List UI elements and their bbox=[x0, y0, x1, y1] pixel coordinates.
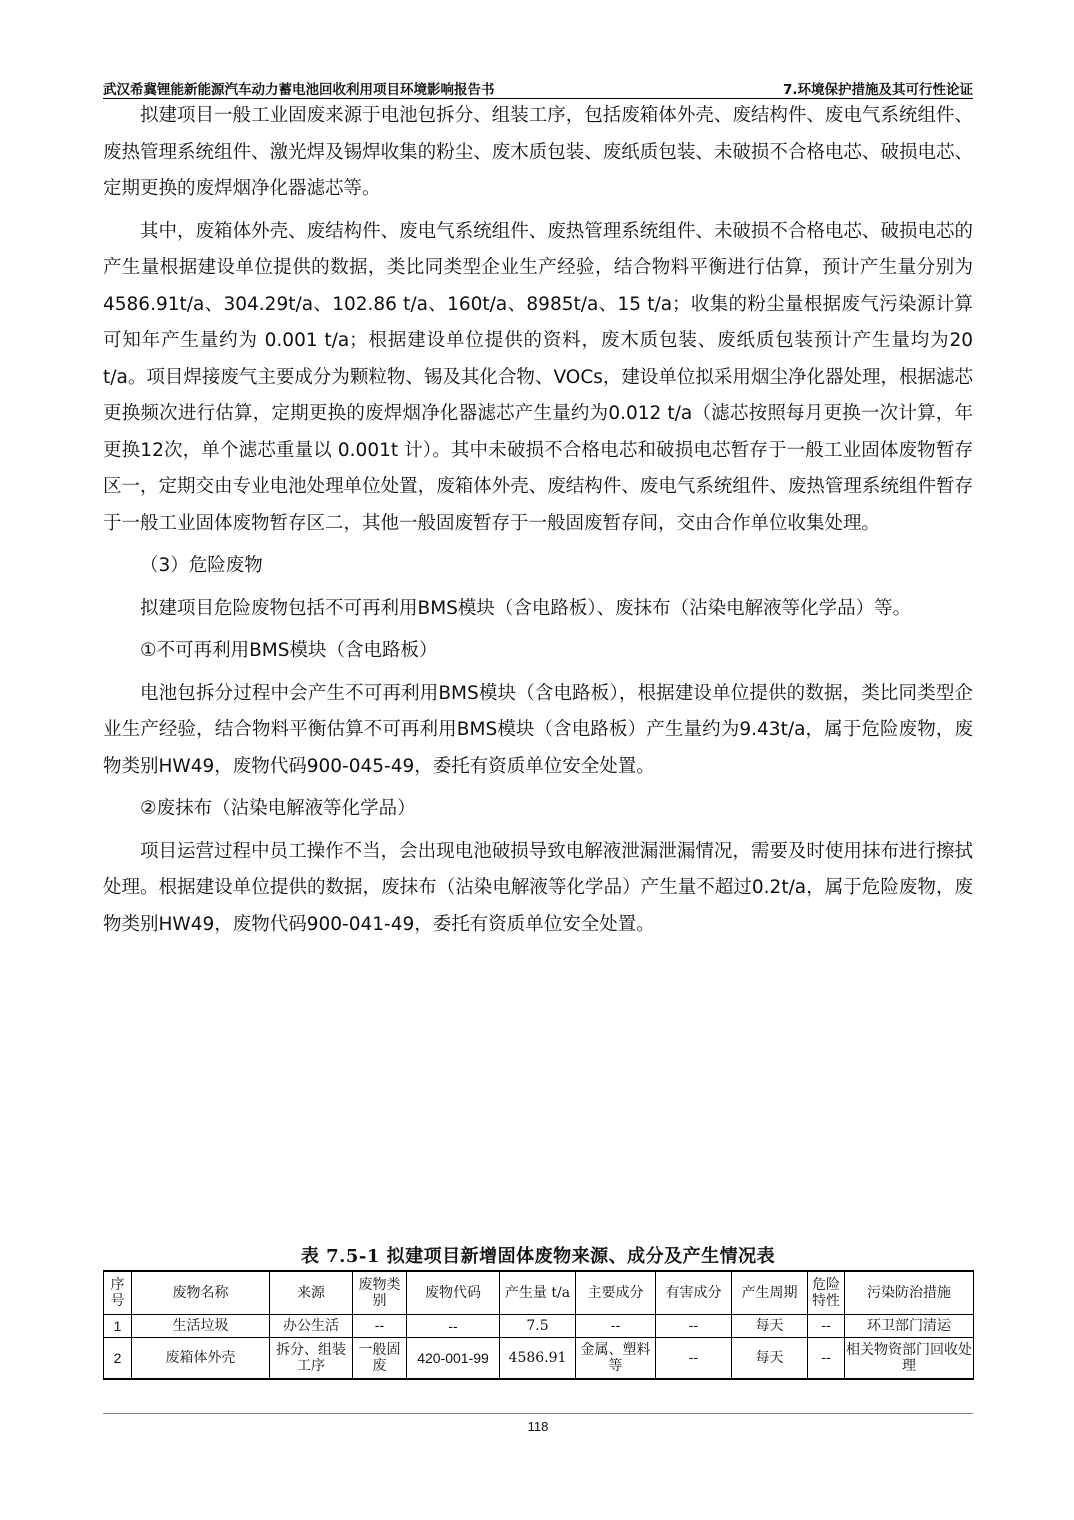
table-cell: 相关物资部门回收处理 bbox=[845, 1338, 974, 1380]
table-caption: 表 7.5-1 拟建项目新增固体废物来源、成分及产生情况表 bbox=[300, 1246, 776, 1267]
table-cell: -- bbox=[808, 1315, 845, 1338]
table-cell: 420-001-99 bbox=[407, 1338, 500, 1380]
solid-waste-table bbox=[103, 1270, 974, 1380]
column-header: 废物类别 bbox=[353, 1271, 407, 1315]
paragraph-general-waste-sources: 拟建项目一般工业固废来源于电池包拆分、组装工序，包括废箱体外壳、废结构件、废电气系统组件、废热管理系统组件、激光焊及锡焊收集的粉尘、废木质包装、废纸质包装、未破损不合格电芯、破损电芯、定期更换的废焊烟净化器滤芯等。 bbox=[103, 105, 973, 199]
subheading-waste-rags: ②废抹布（沾染电解液等化学品） bbox=[140, 798, 416, 819]
paragraph-bms-module: 电池包拆分过程中会产生不可再利用BMS模块（含电路板），根据建设单位提供的数据，类比同类型企业生产经验，结合物料平衡估算不可再利用BMS模块（含电路板）产生量约为9.43t/a，属于危险废物，废物类别HW49，废物代码900-045-49，委托有资质单位安全处置。 bbox=[103, 682, 973, 777]
column-header: 废物名称 bbox=[132, 1271, 270, 1315]
column-header: 产生量 t/a bbox=[500, 1271, 576, 1315]
table-cell: 7.5 bbox=[500, 1315, 576, 1338]
footer-divider bbox=[103, 1413, 973, 1414]
table-cell: 1 bbox=[104, 1315, 132, 1338]
column-header: 废物代码 bbox=[407, 1271, 500, 1315]
chapter-title: 7.环境保护措施及其可行性论证 bbox=[782, 82, 973, 98]
table-header-row bbox=[104, 1271, 974, 1315]
column-header: 产生周期 bbox=[732, 1271, 808, 1315]
page-number: 118 bbox=[527, 1419, 549, 1434]
paragraph-hazardous-waste-intro: 拟建项目危险废物包括不可再利用BMS模块（含电路板）、废抹布（沾染电解液等化学品）等。 bbox=[140, 597, 912, 619]
table-cell: 办公生活 bbox=[270, 1315, 353, 1338]
paragraph-general-waste-quantities: 其中，废箱体外壳、废结构件、废电气系统组件、废热管理系统组件、未破损不合格电芯、破损电芯的产生量根据建设单位提供的数据，类比同类型企业生产经验，结合物料平衡进行估算，预计产生量分别为4586.91t/a、304.29t/a、102.86 t/a、160t/a、8985t/a、15 t/a；收集的粉尘量根据废气污染源计算可知年产生量约为 0.001 t/a；根据建设单位提供的资料，废木质包装、废纸质包装预计产生量均为20 t/a。项目焊接废气主要成分为颗粒物、锡及其化合物、VOCs，建设单位拟采用烟尘净化器处理，根据滤芯更换频次进行估算，定期更换的废焊烟净化器滤芯产生量约为0.012 t/a（滤芯按照每月更换一次计算，年更换12次，单个滤芯重量以 0.001t 计）。其中未破损不合格电芯和破损电芯暂存于一般工业固体废物暂存区一，定期交由专业电池处理单位处置，废箱体外壳、废结构件、废电气系统组件、废热管理系统组件暂存于一般工业固体废物暂存区二，其他一般固废暂存于一般固废暂存间，交由合作单位收集处理。 bbox=[103, 220, 973, 534]
table-cell: 一般固废 bbox=[353, 1338, 407, 1380]
page-header bbox=[103, 76, 973, 99]
column-header: 污染防治措施 bbox=[845, 1271, 974, 1315]
report-title: 武汉希冀锂能新能源汽车动力蓄电池回收利用项目环境影响报告书 bbox=[103, 82, 495, 98]
table-cell: -- bbox=[656, 1338, 732, 1380]
table-cell: -- bbox=[656, 1315, 732, 1338]
table-cell: 环卫部门清运 bbox=[845, 1315, 974, 1338]
table-cell: 废箱体外壳 bbox=[132, 1338, 270, 1380]
column-header: 来源 bbox=[270, 1271, 353, 1315]
column-header: 序号 bbox=[104, 1271, 132, 1315]
subheading-bms-module: ①不可再利用BMS模块（含电路板） bbox=[140, 640, 438, 661]
table-row bbox=[104, 1315, 974, 1338]
table-cell: 4586.91 bbox=[500, 1338, 576, 1380]
table-cell: 金属、塑料等 bbox=[576, 1338, 656, 1380]
table-cell: 拆分、组装工序 bbox=[270, 1338, 353, 1380]
table-cell: 每天 bbox=[732, 1315, 808, 1338]
column-header: 危险特性 bbox=[808, 1271, 845, 1315]
paragraph-waste-rags: 项目运营过程中员工操作不当，会出现电池破损导致电解液泄漏泄漏情况，需要及时使用抹布进行擦拭处理。根据建设单位提供的数据，废抹布（沾染电解液等化学品）产生量不超过0.2t/a，属于危险废物，废物类别HW49，废物代码900-041-49，委托有资质单位安全处置。 bbox=[103, 840, 973, 935]
body-text bbox=[103, 98, 973, 949]
column-header: 主要成分 bbox=[576, 1271, 656, 1315]
section-heading-hazardous-waste: （3）危险废物 bbox=[140, 555, 263, 576]
table-cell: 生活垃圾 bbox=[132, 1315, 270, 1338]
table-cell: 2 bbox=[104, 1338, 132, 1380]
table-cell: -- bbox=[808, 1338, 845, 1380]
table-cell: -- bbox=[576, 1315, 656, 1338]
table-cell: -- bbox=[353, 1315, 407, 1338]
column-header: 有害成分 bbox=[656, 1271, 732, 1315]
table-row bbox=[104, 1338, 974, 1380]
table-cell: -- bbox=[407, 1315, 500, 1338]
table-cell: 每天 bbox=[732, 1338, 808, 1380]
